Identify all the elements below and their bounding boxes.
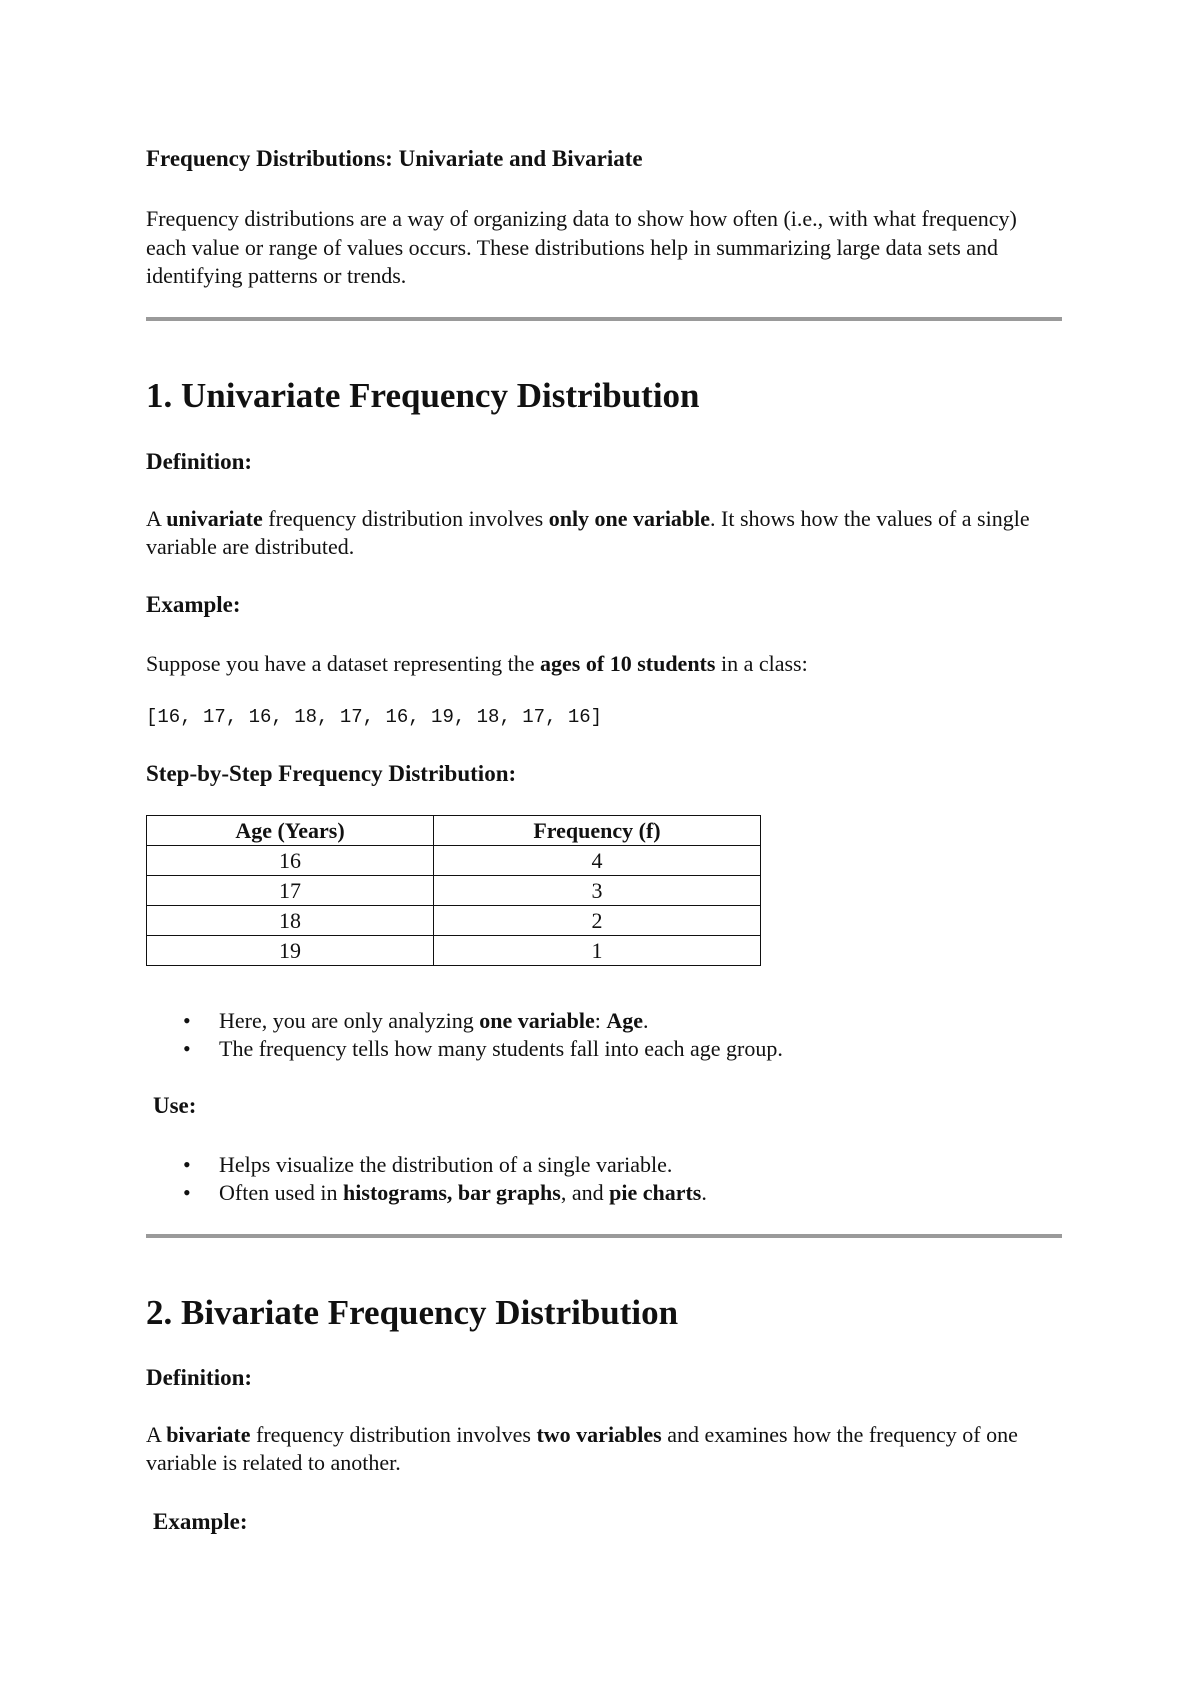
uses-list	[146, 1151, 707, 1207]
table-cell-frequency: 3	[434, 876, 761, 906]
table-cell-frequency: 2	[434, 906, 761, 936]
bullet-icon: •	[183, 1152, 191, 1177]
list-item: • Here, you are only analyzing one variable: Age.	[183, 1008, 649, 1033]
univariate-heading: 1. Univariate Frequency Distribution	[146, 376, 700, 415]
section-divider	[146, 1234, 1062, 1238]
bivariate-heading: 2. Bivariate Frequency Distribution	[146, 1293, 679, 1332]
table-row	[147, 906, 761, 936]
notes-list	[146, 1007, 783, 1063]
table-header-age: Age (Years)	[147, 816, 434, 846]
bivariate-example-label: Example:	[153, 1509, 248, 1534]
table-cell-frequency: 1	[434, 936, 761, 966]
intro-paragraph: Frequency distributions are a way of organizing data to show how often (i.e., with what frequency) each value or range of values occurs. These distributions help in summarizing large data sets and identifying patterns or trends.	[146, 206, 1017, 288]
table-cell-frequency: 4	[434, 846, 761, 876]
table-cell-age: 17	[147, 876, 434, 906]
bivariate-definition-text: A bivariate frequency distribution involves two variables and examines how the frequency of one variable is related to another.	[146, 1422, 1018, 1475]
list-item: • Often used in histograms, bar graphs, and pie charts.	[183, 1180, 707, 1205]
use-label: Use:	[153, 1093, 197, 1118]
table-header-row	[147, 816, 761, 846]
univariate-definition-label: Definition:	[146, 449, 253, 474]
section-divider	[146, 317, 1062, 321]
table-cell-age: 16	[147, 846, 434, 876]
bivariate-definition-label: Definition:	[146, 1365, 253, 1390]
table-row	[147, 846, 761, 876]
list-item: • Helps visualize the distribution of a single variable.	[183, 1152, 673, 1177]
table-row	[147, 936, 761, 966]
table-cell-age: 19	[147, 936, 434, 966]
bullet-icon: •	[183, 1036, 191, 1061]
steps-label: Step-by-Step Frequency Distribution:	[146, 761, 517, 786]
table-header-frequency: Frequency (f)	[434, 816, 761, 846]
dataset-code: [16, 17, 16, 18, 17, 16, 19, 18, 17, 16]	[146, 706, 603, 728]
univariate-example-label: Example:	[146, 592, 241, 617]
bullet-icon: •	[183, 1180, 191, 1205]
univariate-definition-text: A univariate frequency distribution involves only one variable. It shows how the values of a single variable are distributed.	[146, 506, 1030, 559]
table-row	[147, 876, 761, 906]
bullet-icon: •	[183, 1008, 191, 1033]
list-item: • The frequency tells how many students fall into each age group.	[183, 1036, 783, 1061]
univariate-example-text: Suppose you have a dataset representing the ages of 10 students in a class:	[146, 651, 808, 676]
table-cell-age: 18	[147, 906, 434, 936]
frequency-table	[146, 815, 761, 966]
document-title: Frequency Distributions: Univariate and Bivariate	[146, 146, 643, 171]
